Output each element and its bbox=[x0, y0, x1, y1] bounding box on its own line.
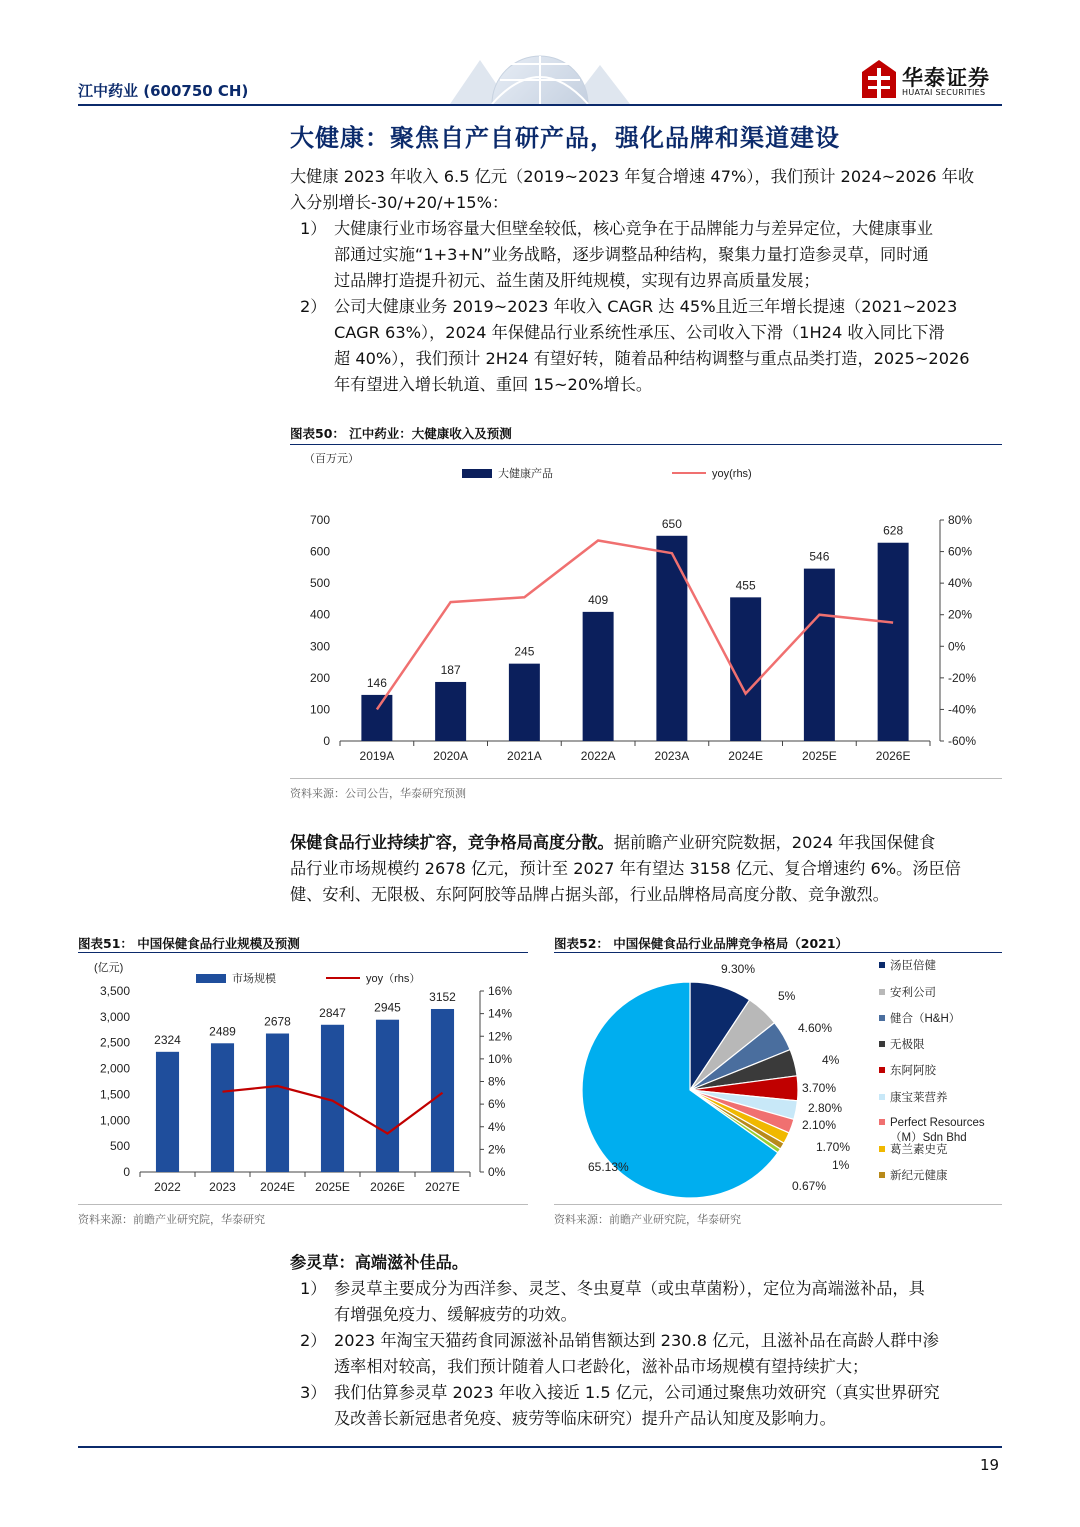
legend-label: 汤臣倍健 bbox=[890, 960, 936, 972]
legend-bar-label: 大健康产品 bbox=[498, 468, 553, 480]
bar-value-label: 628 bbox=[883, 523, 904, 538]
y-tick-label: 600 bbox=[309, 544, 330, 559]
bar bbox=[435, 682, 466, 741]
legend-label: 康宝莱营养 bbox=[890, 1092, 948, 1104]
x-tick-label: 2024E bbox=[728, 749, 763, 763]
y2-tick-label: 2% bbox=[488, 1142, 506, 1157]
legend-label: 无极限 bbox=[890, 1039, 925, 1051]
x-tick-label: 2021A bbox=[507, 749, 542, 763]
y2-tick-label: 0% bbox=[948, 639, 966, 654]
list-line: 部通过实施“1+3+N”业务战略，逐步调整品种结构，聚集力量打造参灵草，同时通 bbox=[334, 245, 929, 264]
bar-value-label: 2678 bbox=[264, 1014, 291, 1029]
logo-text-en: HUATAI SECURITIES bbox=[902, 88, 986, 97]
legend-label: 健合（H&H） bbox=[890, 1013, 961, 1025]
y-tick-label: 200 bbox=[309, 670, 330, 685]
fig52-bottom-rule bbox=[554, 1204, 1002, 1205]
list-line: CAGR 63%），2024 年保健品行业系统性承压、公司收入下滑（1H24 收入同比下滑 bbox=[334, 323, 945, 342]
page-number: 19 bbox=[980, 1456, 1000, 1474]
bar bbox=[656, 536, 687, 741]
pie-slice-label: 5% bbox=[778, 989, 796, 1003]
pie-slice-label: 1.70% bbox=[816, 1140, 851, 1154]
huatai-logo bbox=[862, 60, 1002, 100]
y-tick-label: 3,500 bbox=[99, 984, 130, 998]
list-line: 2023 年淘宝天猫药食同源滋补品销售额达到 230.8 亿元，且滋补品在高龄人群中渗 bbox=[334, 1331, 939, 1350]
bar bbox=[730, 597, 761, 741]
y-axis-unit: （百万元） bbox=[304, 453, 359, 465]
pie-slice-label: 1% bbox=[832, 1158, 850, 1172]
pie-slice-label: 3.70% bbox=[802, 1081, 837, 1095]
x-tick-label: 2026E bbox=[875, 749, 911, 763]
y2-tick-label: 16% bbox=[488, 984, 513, 998]
huatai-logo-icon bbox=[862, 60, 896, 98]
bar-value-label: 650 bbox=[661, 516, 682, 531]
y-tick-label: 0 bbox=[123, 1165, 130, 1179]
pie-slice-label: 2.80% bbox=[808, 1101, 843, 1115]
y2-tick-label: 14% bbox=[488, 1006, 513, 1021]
y-tick-label: 0 bbox=[323, 734, 330, 748]
list-line: 我们估算参灵草 2023 年收入接近 1.5 亿元，公司通过聚焦功效研究（真实世界研究 bbox=[334, 1383, 940, 1402]
intro-line-2: 入分别增长-30/+20/+15%： bbox=[290, 193, 509, 212]
x-tick-label: 2025E bbox=[802, 749, 837, 763]
footer-rule bbox=[78, 1446, 1002, 1448]
pie-slice-label: 0.67% bbox=[792, 1179, 827, 1193]
list-line: 及改善长新冠患者免疫、疲劳等临床研究）提升产品认知度及影响力。 bbox=[334, 1409, 836, 1428]
fig50-title: 图表50： 江中药业：大健康收入及预测 bbox=[290, 426, 512, 441]
y-tick-label: 500 bbox=[109, 1139, 130, 1154]
y-tick-label: 3,000 bbox=[99, 1009, 130, 1024]
bar bbox=[361, 695, 392, 741]
bar bbox=[211, 1043, 234, 1172]
bar-value-label: 3152 bbox=[429, 989, 456, 1004]
x-tick-label: 2022 bbox=[154, 1180, 181, 1194]
list-line: 有增强免疫力、缓解疲劳的功效。 bbox=[334, 1305, 577, 1324]
y-tick-label: 2,500 bbox=[99, 1035, 130, 1050]
y2-tick-label: -20% bbox=[948, 670, 977, 685]
legend-swatch bbox=[879, 962, 885, 968]
list-line: 大健康行业市场容量大但壁垒较低，核心竞争在于品牌能力与差异定位，大健康事业 bbox=[334, 219, 933, 238]
bar-value-label: 409 bbox=[588, 592, 609, 607]
legend-swatch bbox=[879, 1015, 885, 1021]
bar-value-label: 245 bbox=[514, 644, 535, 659]
y-tick-label: 1,000 bbox=[99, 1113, 130, 1128]
fig52-rule bbox=[554, 952, 1002, 953]
legend-label: 新纪元健康 bbox=[890, 1170, 948, 1182]
legend-swatch bbox=[879, 1119, 885, 1125]
y-tick-label: 300 bbox=[309, 639, 330, 654]
x-tick-label: 2025E bbox=[315, 1180, 350, 1194]
legend-line-label: yoy（rhs） bbox=[366, 973, 421, 985]
bar-value-label: 2489 bbox=[209, 1024, 236, 1039]
logo-text-cn: 华泰证券 bbox=[902, 66, 990, 90]
list-number: 2） bbox=[300, 1331, 327, 1350]
para2-line-3: 健、安利、无限极、东阿阿胶等品牌占据头部，行业品牌格局高度分散、竞争激烈。 bbox=[290, 885, 889, 904]
bar bbox=[431, 1009, 454, 1172]
y2-tick-label: 0% bbox=[488, 1165, 506, 1179]
legend-label: 安利公司 bbox=[890, 987, 936, 999]
y2-tick-label: 20% bbox=[948, 607, 973, 622]
bar bbox=[583, 612, 614, 741]
y2-tick-label: 6% bbox=[488, 1097, 506, 1112]
fig50-chart bbox=[290, 446, 1002, 776]
legend-bar-swatch bbox=[196, 974, 226, 983]
y2-tick-label: 10% bbox=[488, 1051, 513, 1066]
y-tick-label: 100 bbox=[309, 702, 330, 717]
para2-bold: 保健食品行业持续扩容，竞争格局高度分散。 bbox=[290, 833, 614, 852]
pie-slice-label: 2.10% bbox=[802, 1118, 837, 1132]
pie-slice-label: 4% bbox=[822, 1053, 840, 1067]
fig50-rule bbox=[290, 444, 1002, 445]
list-line: 参灵草主要成分为西洋参、灵芝、冬虫夏草（或虫草菌粉），定位为高端滋补品，具 bbox=[334, 1279, 925, 1298]
intro-line-1: 大健康 2023 年收入 6.5 亿元（2019~2023 年复合增速 47%），我们预计 2024~2026 年收 bbox=[290, 167, 975, 186]
legend-swatch bbox=[879, 1172, 885, 1178]
y2-tick-label: -40% bbox=[948, 702, 977, 717]
list-number: 2） bbox=[300, 297, 327, 316]
header-company: 江中药业 (600750 CH) bbox=[78, 82, 249, 100]
list-line: 公司大健康业务 2019~2023 年收入 CAGR 达 45%且近三年增长提速（2021~2023 bbox=[334, 297, 958, 316]
legend-bar-label: 市场规模 bbox=[232, 973, 276, 985]
bar bbox=[878, 543, 909, 741]
pie-slice-label: 65.13% bbox=[588, 1160, 629, 1174]
fig50-bottom-rule bbox=[290, 778, 1002, 779]
fig50-source: 资料来源：公司公告，华泰研究预测 bbox=[290, 787, 466, 800]
fig52-title: 图表52： 中国保健食品行业品牌竞争格局（2021） bbox=[554, 936, 849, 951]
x-tick-label: 2020A bbox=[433, 749, 468, 763]
legend-label: 葛兰素史克 bbox=[890, 1144, 948, 1156]
bar bbox=[376, 1020, 399, 1172]
y-tick-label: 700 bbox=[309, 513, 330, 527]
list-line: 透率相对较高，我们预计随着人口老龄化，滋补品市场规模有望持续扩大； bbox=[334, 1357, 869, 1376]
pie-slice-label: 4.60% bbox=[798, 1021, 833, 1035]
y-tick-label: 2,000 bbox=[99, 1061, 130, 1076]
y2-tick-label: 4% bbox=[488, 1119, 506, 1134]
y-tick-label: 1,500 bbox=[99, 1087, 130, 1102]
list-line: 过品牌打造提升初元、益生菌及肝纯规模，实现有边界高质量发展； bbox=[334, 271, 820, 290]
legend-label: 东阿阿胶 bbox=[890, 1065, 936, 1077]
list-number: 3） bbox=[300, 1383, 327, 1402]
para3-title: 参灵草：高端滋补佳品。 bbox=[290, 1253, 469, 1272]
x-tick-label: 2023 bbox=[209, 1180, 236, 1194]
legend-swatch bbox=[879, 1094, 885, 1100]
legend-label: Perfect Resources bbox=[890, 1117, 985, 1129]
fig52-source: 资料来源：前瞻产业研究院，华泰研究 bbox=[554, 1213, 741, 1226]
legend-line-label: yoy(rhs) bbox=[712, 468, 752, 480]
pie-slice-label: 9.30% bbox=[721, 962, 756, 976]
section-title: 大健康：聚焦自产自研产品，强化品牌和渠道建设 bbox=[290, 124, 840, 152]
x-tick-label: 2024E bbox=[260, 1180, 295, 1194]
fig51-bottom-rule bbox=[78, 1204, 528, 1205]
y2-tick-label: 8% bbox=[488, 1074, 506, 1089]
y2-tick-label: 12% bbox=[488, 1029, 513, 1044]
x-tick-label: 2019A bbox=[359, 749, 395, 763]
fig51-rule bbox=[78, 952, 528, 953]
bar bbox=[266, 1034, 289, 1172]
list-number: 1） bbox=[300, 219, 327, 238]
bar-value-label: 546 bbox=[809, 549, 830, 564]
list-line: 超 40%），我们预计 2H24 有望好转，随着品种结构调整与重点品类打造，2025~2026 bbox=[334, 349, 970, 368]
y2-tick-label: 40% bbox=[948, 576, 973, 591]
para2-rest: 据前瞻产业研究院数据，2024 年我国保健食 bbox=[613, 833, 936, 852]
legend-swatch bbox=[879, 1067, 885, 1073]
y2-tick-label: 80% bbox=[948, 513, 973, 527]
fig51-title: 图表51： 中国保健食品行业规模及预测 bbox=[78, 936, 300, 951]
fig52-chart bbox=[554, 954, 1002, 1202]
list-number: 1） bbox=[300, 1279, 327, 1298]
x-tick-label: 2027E bbox=[425, 1180, 460, 1194]
bar-value-label: 2324 bbox=[154, 1032, 181, 1047]
bar-value-label: 2945 bbox=[374, 1000, 401, 1015]
header-rule bbox=[78, 104, 1002, 106]
x-tick-label: 2022A bbox=[580, 749, 616, 763]
legend-swatch bbox=[879, 989, 885, 995]
y2-tick-label: -60% bbox=[948, 734, 977, 748]
list-line: 年有望进入增长轨道、重回 15~20%增长。 bbox=[334, 375, 653, 394]
fig51-chart bbox=[78, 954, 528, 1202]
bar-value-label: 146 bbox=[366, 675, 387, 690]
y-axis-unit: (亿元) bbox=[94, 962, 124, 974]
bar-value-label: 187 bbox=[440, 662, 461, 677]
legend-label: （M）Sdn Bhd bbox=[890, 1132, 967, 1144]
fig51-source: 资料来源：前瞻产业研究院，华泰研究 bbox=[78, 1213, 265, 1226]
legend-swatch bbox=[879, 1041, 885, 1047]
y-tick-label: 400 bbox=[309, 607, 330, 622]
bar bbox=[509, 664, 540, 741]
para2-line-1 bbox=[290, 830, 935, 856]
y-tick-label: 500 bbox=[309, 576, 330, 591]
legend-swatch bbox=[879, 1146, 885, 1152]
x-tick-label: 2023A bbox=[654, 749, 690, 763]
legend-bar-swatch bbox=[462, 469, 492, 478]
x-tick-label: 2026E bbox=[370, 1180, 405, 1194]
y2-tick-label: 60% bbox=[948, 544, 973, 559]
bar-value-label: 455 bbox=[735, 578, 756, 593]
bar bbox=[804, 569, 835, 741]
bar-value-label: 2847 bbox=[319, 1005, 346, 1020]
bar bbox=[156, 1052, 179, 1172]
para2-line-2: 品行业市场规模约 2678 亿元，预计至 2027 年有望达 3158 亿元、复合增速约 6%。汤臣倍 bbox=[290, 859, 961, 878]
globe-decoration-icon bbox=[440, 40, 640, 104]
